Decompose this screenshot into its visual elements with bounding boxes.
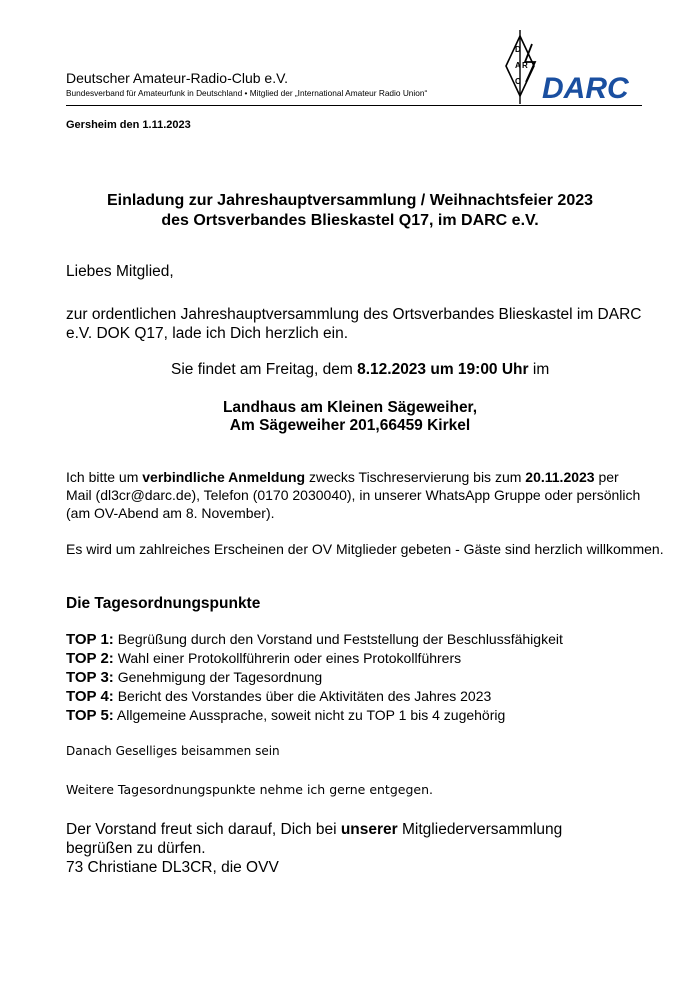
agenda-item-label: TOP 2:: [66, 650, 114, 667]
signup-paragraph: [66, 468, 646, 522]
closing-bold: unserer: [340, 821, 398, 838]
more-items-note: Weitere Tagesordnungspunkte nehme ich gerne entgegen.: [66, 782, 433, 797]
intro-paragraph: zur ordentlichen Jahreshauptversammlung des Ortsverbandes Blieskastel im DARC e.V. DOK Q17, lade ich Dich herzlich ein.: [66, 306, 642, 342]
title-line-1: Einladung zur Jahreshauptversammlung / Weihnachtsfeier 2023: [106, 192, 594, 209]
signup-text-3: per Mail (dl3cr@darc.de), Telefon (0170 2030040), in unserer WhatsApp Gruppe oder persönlich (am OV-Abend am 8. November).: [66, 469, 641, 521]
signature: 73 Christiane DL3CR, die OVV: [66, 859, 279, 876]
agenda-heading: Die Tagesordnungspunkte: [66, 595, 261, 612]
venue-line-1: Landhaus am Kleinen Sägeweiher,: [222, 399, 478, 416]
agenda-item-2: [66, 649, 563, 668]
signup-bold-1: verbindliche Anmeldung: [142, 469, 306, 485]
greeting: Liebes Mitglied,: [66, 263, 174, 280]
agenda-item-4: [66, 687, 563, 706]
header-divider: [66, 105, 642, 106]
darc-logo: [498, 30, 644, 106]
place-date: Gersheim den 1.11.2023: [66, 119, 191, 131]
signup-text-1: Ich bitte um: [66, 469, 143, 485]
agenda-item-1: [66, 630, 563, 649]
logo-letter-c: C: [515, 77, 521, 86]
logo-letter-r: R: [522, 61, 528, 70]
closing-text-2: Mitgliederversammlung begrüßen zu dürfen.: [66, 821, 563, 857]
agenda-item-3: [66, 668, 563, 687]
agenda-item-text: Begrüßung durch den Vorstand und Feststellung der Beschlussfähigkeit: [113, 631, 563, 647]
agenda-item-label: TOP 5:: [66, 707, 114, 724]
agenda-item-text: Bericht des Vorstandes über die Aktivitäten des Jahres 2023: [113, 688, 492, 704]
date-line-prefix: Sie findet am Freitag, dem: [171, 361, 358, 378]
agenda-item-label: TOP 4:: [66, 688, 114, 705]
date-line: [171, 360, 549, 379]
agenda-item-label: TOP 1:: [66, 631, 114, 648]
agenda-item-text: Wahl einer Protokollführerin oder eines Protokollführers: [113, 650, 462, 666]
signup-text-2: zwecks Tischreservierung bis zum: [305, 469, 526, 485]
logo-letter-d: D: [515, 45, 521, 54]
closing-text-1: Der Vorstand freut sich darauf, Dich bei: [66, 821, 341, 838]
venue-line-2: Am Sägeweiher 201,66459 Kirkel: [229, 417, 471, 434]
appeal-paragraph: Es wird um zahlreiches Erscheinen der OV Mitglieder gebeten - Gäste sind herzlich willkommen.: [66, 541, 664, 557]
agenda-item-label: TOP 3:: [66, 669, 114, 686]
agenda-item-text: Allgemeine Aussprache, soweit nicht zu TOP 1 bis 4 zugehörig: [113, 707, 506, 723]
darc-logo-graphic: [498, 30, 644, 106]
date-line-suffix: im: [528, 361, 550, 378]
signup-deadline: 20.11.2023: [525, 469, 595, 485]
logo-wordmark: DARC: [542, 72, 629, 105]
org-subtitle: Bundesverband für Amateurfunk in Deutschland • Mitglied der „International Amateur Radio Union“: [66, 88, 428, 98]
closing-paragraph: [66, 820, 626, 858]
logo-letter-a: A: [515, 61, 521, 70]
org-name: Deutscher Amateur-Radio-Club e.V.: [66, 70, 289, 86]
agenda-item-text: Genehmigung der Tagesordnung: [113, 669, 323, 685]
agenda-list: [66, 630, 563, 725]
agenda-item-5: [66, 706, 563, 725]
after-note: Danach Geselliges beisammen sein: [66, 744, 280, 758]
event-datetime: 8.12.2023 um 19:00 Uhr: [357, 361, 529, 378]
title-line-2: des Ortsverbandes Blieskastel Q17, im DARC e.V.: [161, 212, 539, 229]
